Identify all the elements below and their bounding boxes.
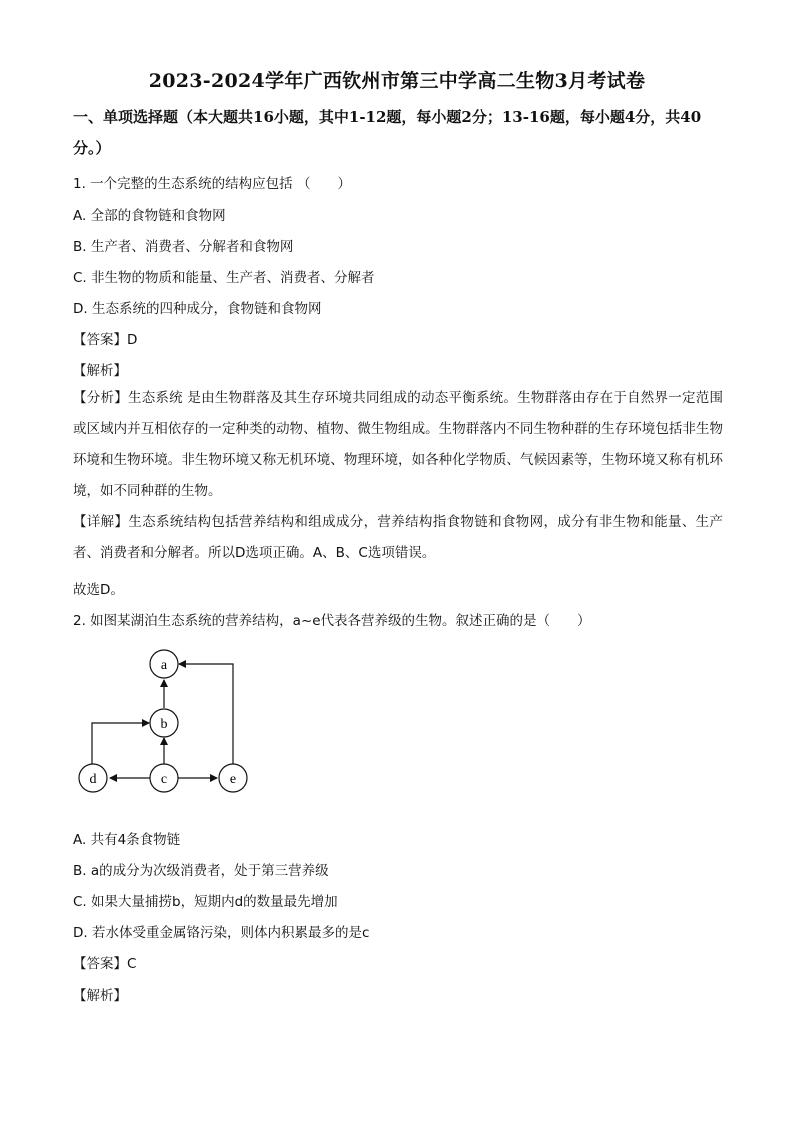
node-a <box>150 650 178 678</box>
question-1-analysis-text: 【分析】生态系统 是由生物群落及其生存环境共同组成的动态平衡系统。生物群落由存在于自然界一定范围或区域内并互相依存的一定种类的动物、植物、微生物组成。生物群落内不同生物种群的生存环境包括非生物环境和生物环境。非生物环境又称无机环境、物理环境，如各种化学物质、气候因素等，生物环境又称有机环境，如不同种群的生物。 <box>73 390 723 499</box>
question-2-option-d: D. 若水体受重金属铬污染，则体内积累最多的是c <box>73 925 370 941</box>
question-1-option-b: B. 生产者、消费者、分解者和食物网 <box>73 239 294 255</box>
question-2-option-b: B. a的成分为次级消费者，处于第三营养级 <box>73 863 329 879</box>
page-title: 2023-2024学年广西钦州市第三中学高二生物3月考试卷 <box>148 70 646 92</box>
question-2-option-a: A. 共有4条食物链 <box>73 832 181 848</box>
node-b-label: b <box>160 717 168 732</box>
node-e <box>219 764 247 792</box>
question-2-answer: 【答案】C <box>73 956 137 972</box>
node-e-label: e <box>229 772 237 787</box>
question-1-stem: 1. 一个完整的生态系统的结构应包括 （ ） <box>73 176 351 192</box>
node-c <box>150 764 178 792</box>
node-d <box>79 764 107 792</box>
section-heading: 一、单项选择题（本大题共16小题，其中1-12题，每小题2分；13-16题，每小题4分，共40分。） <box>73 108 702 157</box>
arrow-d-to-b <box>92 723 149 764</box>
question-1-option-a: A. 全部的食物链和食物网 <box>73 208 226 224</box>
question-1-conclusion: 故选D。 <box>73 582 124 598</box>
question-2-analysis-label: 【解析】 <box>73 988 127 1004</box>
question-1-option-c: C. 非生物的物质和能量、生产者、消费者、分解者 <box>73 270 375 286</box>
question-1-detail-text: 【详解】生态系统结构包括营养结构和组成成分，营养结构指食物链和食物网，成分有非生物和能量、生产者、消费者和分解者。所以D选项正确。A、B、C选项错误。 <box>73 514 723 561</box>
question-1-answer: 【答案】D <box>73 332 138 348</box>
node-a-label: a <box>160 658 168 673</box>
question-2-option-c: C. 如果大量捕捞b，短期内d的数量最先增加 <box>73 894 338 910</box>
node-d-label: d <box>89 772 97 787</box>
arrow-e-to-a <box>179 664 233 764</box>
question-1-option-d: D. 生态系统的四种成分，食物链和食物网 <box>73 301 322 317</box>
node-b <box>150 709 178 737</box>
question-2-stem: 2. 如图某湖泊生态系统的营养结构，a~e代表各营养级的生物。叙述正确的是（ ） <box>73 613 591 629</box>
food-web-diagram <box>72 645 262 805</box>
question-1-analysis-label: 【解析】 <box>73 363 127 379</box>
node-c-label: c <box>160 772 168 787</box>
